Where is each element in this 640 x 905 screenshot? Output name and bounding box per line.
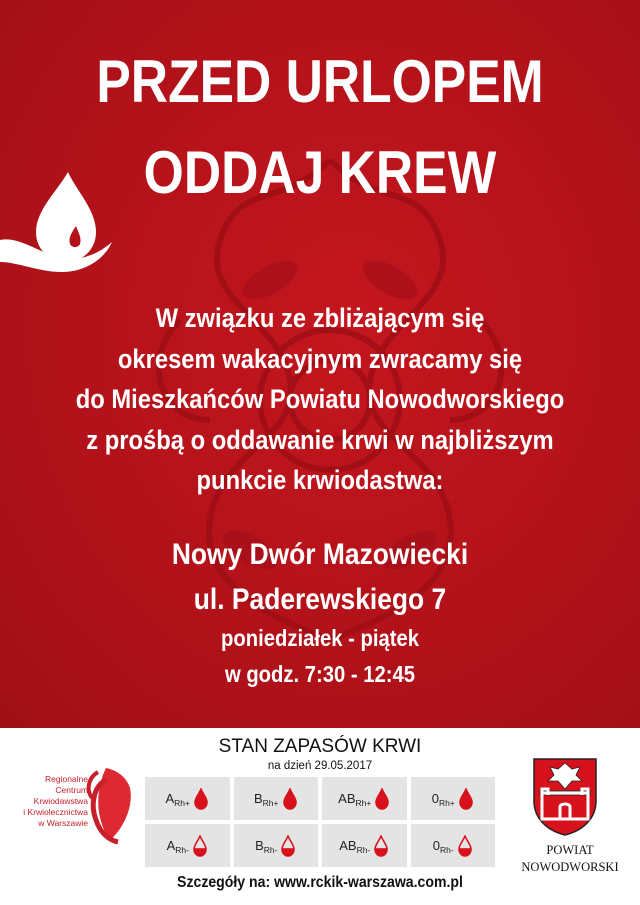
powiat-name [505,842,635,876]
rckik-name-line-1: Regionalne [44,774,88,784]
rckik-name-line-5: w Warszawie [38,818,88,828]
headline-line-2: ODDAJ KREW [143,139,497,206]
rh-label: Rh+ [355,797,372,808]
rh-label: Rh- [356,844,371,855]
rh-label: Rh+ [262,797,279,808]
appeal-line-3: do Mieszkańców Powiatu Nowodworskiego [75,384,565,414]
stock-cell [145,824,230,867]
blood-group-label: AB [339,838,357,853]
blood-group-label: B [253,791,263,806]
blood-drop-hand-icon [0,170,120,280]
stock-cell [411,824,496,867]
blood-level-drop-icon [193,788,209,810]
rh-label: Rh- [263,844,278,855]
powiat-name-line-2: NOWODWORSKI [521,860,619,874]
address-street: ul. Paderewskiego 7 [193,583,447,616]
rckik-name [6,774,88,829]
stock-cell [322,777,407,820]
appeal-line-5: punkcie krwiodastwa: [196,465,444,495]
blood-group-label: 0 [431,791,439,806]
address-city: Nowy Dwór Mazowiecki [171,538,469,571]
address-hours: w godz. 7:30 - 12:45 [224,661,416,687]
address-days: poniedziałek - piątek [221,625,419,651]
stock-title: STAN ZAPASÓW KRWI [218,736,422,757]
rckik-name-line-2: Centrum [55,785,88,795]
headline-line-1: PRZED URLOPEM [96,48,544,115]
blood-group-label: B [255,838,264,853]
blood-group-label: 0 [432,838,441,853]
powiat-name-line-1: POWIAT [546,843,594,857]
stock-cell [145,777,230,820]
stock-cell [322,824,407,867]
stock-cell [234,824,319,867]
rckik-name-line-4: i Krwiolecznictwa [23,807,88,817]
stock-cell [234,777,319,820]
appeal-line-4: z prośbą o oddawanie krwi w najbliższym [86,425,554,455]
blood-group-label: A [165,791,175,806]
details-link[interactable]: Szczegóły na: www.rckik-warszawa.com.pl [177,874,463,891]
rckik-name-line-3: Krwiodawstwa [33,796,88,806]
blood-level-drop-icon [458,788,474,810]
appeal-line-2: okresem wakacyjnym zwracamy się [117,344,523,374]
blood-level-drop-icon [192,835,208,857]
appeal-line-1: W związku ze zbliżającym się [155,303,485,333]
blood-level-drop-icon [373,835,389,857]
blood-level-drop-icon [457,835,473,857]
rh-label: Rh+ [174,797,190,808]
stock-cell [411,777,496,820]
rh-label: Rh+ [438,797,455,808]
blood-level-drop-icon [374,788,390,810]
rh-label: Rh- [440,844,454,855]
powiat-coat-of-arms-icon [530,755,600,837]
blood-group-label: A [166,838,176,853]
blood-level-drop-icon [282,788,298,810]
blood-group-label: AB [338,791,356,806]
blood-stock-grid [145,777,495,867]
blood-level-drop-icon [280,835,296,857]
stock-date: na dzień 29.05.2017 [267,760,373,772]
rh-label: Rh- [175,844,189,855]
